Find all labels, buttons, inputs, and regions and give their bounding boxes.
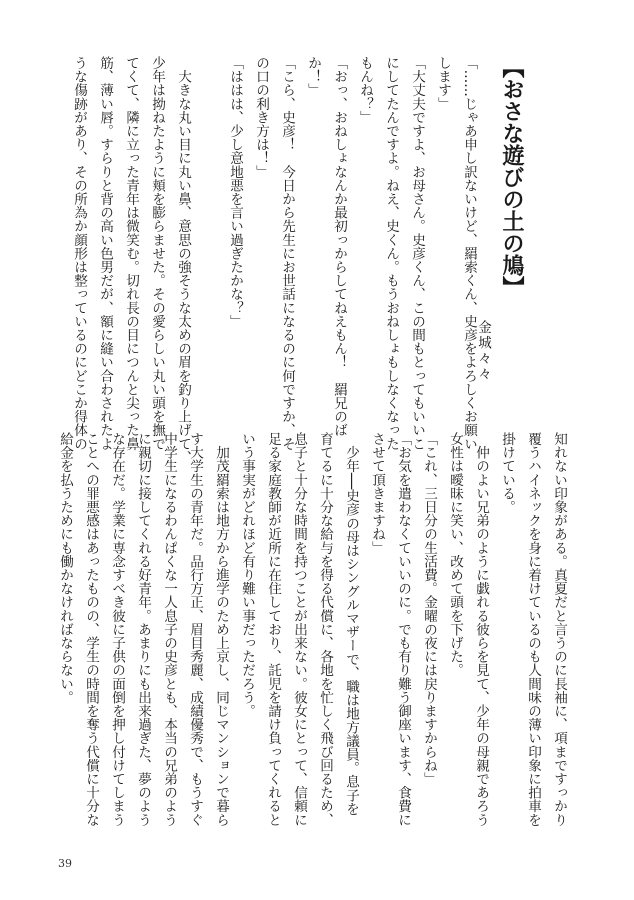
body-text-upper: 「……じゃあ申し訳ないけど、羂索くん、史彦をよろしくお願い します」 「大丈夫ですよ、お母さん。史彦くん、この間もとってもいいこ にしてたんですよ。ねえ、史くん。もうおねしょもしなくなった もんね？」 「おっ、おねしょなんか最初っからしてねえもん！ 羂兄のば か！」 「こら、史彦！ 今日から先生にお世話になるのに何ですか、そ の口の利き方は！」 「ははは、少し意地悪を言い過ぎたかな？」 大きな丸い目に丸い鼻、意思の強そうな太めの眉を釣り上げて、 少年は拗ねたように頬を膨らませた。その愛らしい丸い頭を撫で てくて、隣に立った青年は微笑む。切れ長の目につんと尖った鼻 筋、薄い唇。すらりと背の高い色男だが、額に縫い合わされたよ うな傷跡があり、その所為か顔形は整っているのにどこか得体の <box>71 56 477 464</box>
page-number: 39 <box>58 857 72 870</box>
author-name: 金城々々 <box>475 320 491 382</box>
body-text-lower: 知れない印象がある。真夏だと言うのに長袖に、項まですっかり 覆うハイネックを身に着けているのも人間味の薄い印象に拍車を 掛けている。 仲のよい兄弟のように戯れる彼らを見て、少年の母親であろう 女性は曖昧に笑い、改めて頭を下げた。 「これ、三日分の生活費。金曜の夜には戻りますからね」 「お気を遣わなくていいのに。でも有り難う御座います、食費に させて頂きますね」 少年──史彦の母はシングルマザーで、職は地方議員。息子を 育てるに十分な給与を得る代償に、各地を忙しく飛び回るため、 息子と十分な時間を持つことが出来ない。彼女にとって、信頼に 足る家庭教師が近所に在住しており、託児を請け負ってくれると いう事実がどれほど有り難い事だっただろう。 加茂羂索は地方から進学のため上京し、同じマンションで暮ら す大学生の青年だ。品行方正、眉目秀麗、成績優秀で、もうすぐ 中学生になるわんぱくな一人息子の史彦とも、本当の兄弟のよう に親切に接してくれる好青年。あまりにも出来過ぎた、夢のよう な存在だ。学業に専念すべき彼に子供の面倒を押し付けてしまう ことへの罪悪感はあったものの、学生の時間を奪う代償に十分な 給金を払うためにも働かなければならない。 <box>57 432 567 827</box>
story-title: 【おさな遊びの土の鳩】 <box>499 56 525 298</box>
